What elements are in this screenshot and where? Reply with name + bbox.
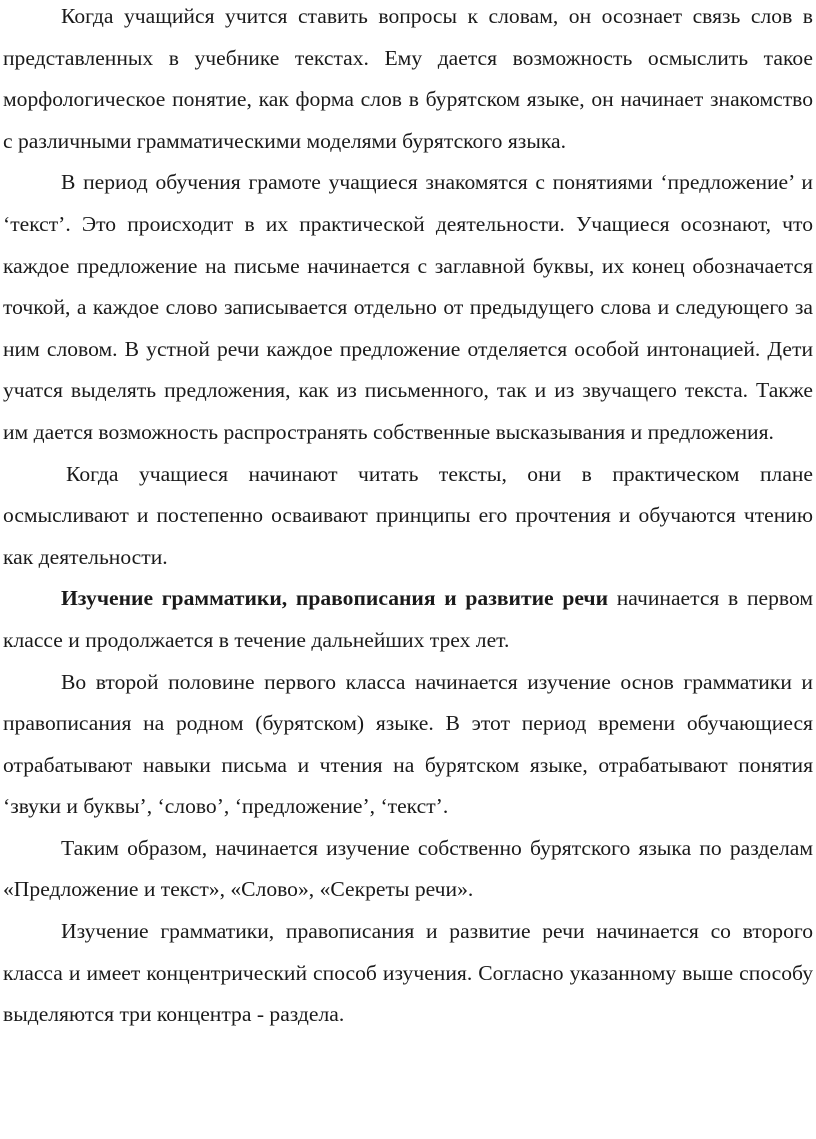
paragraph-text: начинается в первом классе и продолжается в течение дальнейших трех лет. — [3, 586, 813, 652]
paragraph-grammar-intro — [3, 578, 813, 661]
paragraph-text: Изучение грамматики, правописания и развитие речи начинается со второго класса и имеет концентрический способ изучения. Согласно указанному выше способу выделяются три концентра - раздела. — [3, 919, 813, 1027]
paragraph-text: В период обучения грамоте учащиеся знакомятся с понятиями ‘предложение’ и ‘текст’. Это происходит в их практической деятельности. Учащиеся осознают, что каждое предложение на письме начинается с заглавной буквы, их конец обозначается точкой, а каждое слово записывается отдельно от предыдущего слова и следующего за ним словом. В устной речи каждое предложение отделяется особой интонацией. Дети учатся выделять предложения, как из письменного, так и из звучащего текста. Также им дается возможность распространять собственные высказывания и предложения. — [3, 170, 813, 444]
paragraph-text: Таким образом, начинается изучение собственно бурятского языка по разделам «Предложение и текст», «Слово», «Секреты речи». — [3, 835, 813, 902]
paragraph-text: Когда учащийся учится ставить вопросы к словам, он осознает связь слов в представленных в учебнике текстах. Ему дается возможность осмыслить такое морфологическое понятие, как форма слов в бурятском языке, он начинает знакомство с различными грамматическими моделями бурятского языка. — [3, 4, 813, 153]
paragraph-reading-texts — [3, 454, 813, 579]
paragraph-second-half — [3, 662, 813, 828]
paragraph-concentric — [3, 911, 813, 1036]
paragraph-word-questions — [3, 0, 813, 162]
paragraph-text: Во второй половине первого класса начинается изучение основ грамматики и правописания на родном (бурятском) языке. В этот период времени обучающиеся отрабатывают навыки письма и чтения на бурятском языке, отрабатывают понятия ‘звуки и буквы’, ‘слово’, ‘предложение’, ‘текст’. — [3, 669, 813, 819]
paragraph-sections — [3, 828, 813, 911]
paragraph-text: Когда учащиеся начинают читать тексты, они в практическом плане осмысливают и постепенно осваивают принципы его прочтения и обучаются чтению как деятельности. — [3, 461, 813, 569]
bold-heading-text: Изучение грамматики, правописания и развитие речи — [61, 586, 609, 611]
paragraph-literacy-period — [3, 162, 813, 453]
document-page — [3, 0, 813, 1036]
